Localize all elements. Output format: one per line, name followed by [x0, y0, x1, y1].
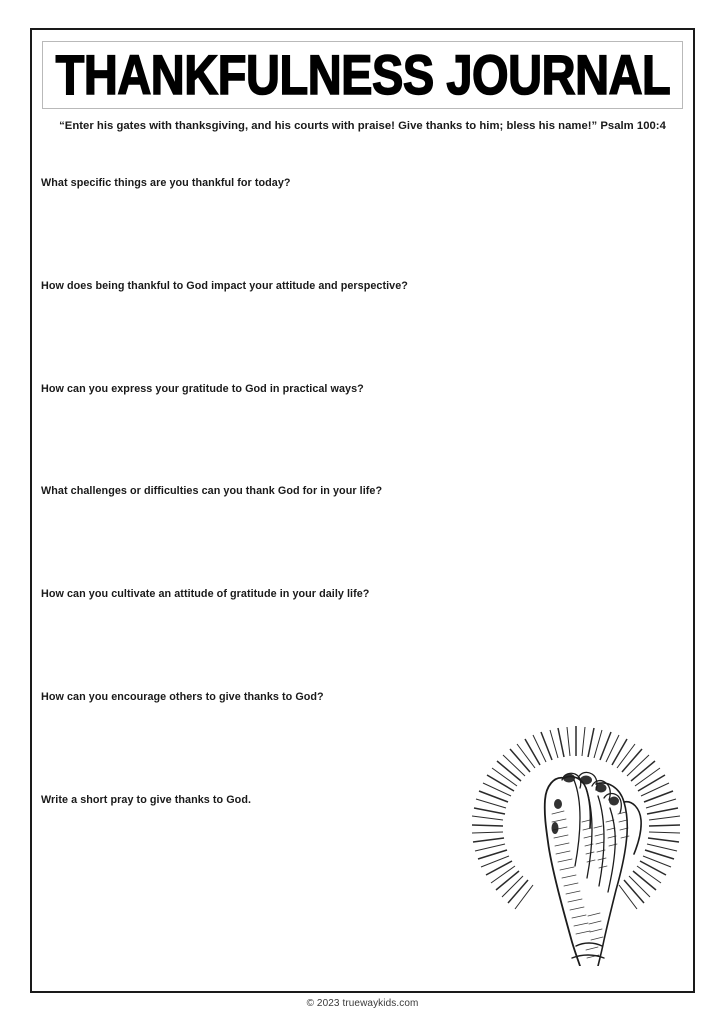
journal-question-4: What challenges or difficulties can you thank God for in your life? [41, 485, 383, 497]
journal-question-3: How can you express your gratitude to God in practical ways? [41, 383, 364, 395]
journal-question-7: Write a short pray to give thanks to God. [41, 794, 252, 806]
page-title: THANKFULNESS JOURNAL [55, 43, 670, 107]
scripture-verse: “Enter his gates with thanksgiving, and his courts with praise! Give thanks to him; bless his name!” Psalm 100:4 [59, 120, 666, 132]
footer-copyright: © 2023 truewaykids.com [306, 998, 419, 1009]
journal-question-6: How can you encourage others to give thanks to God? [41, 691, 324, 703]
journal-question-1: What specific things are you thankful for today? [41, 177, 291, 189]
page-outer-border [30, 28, 695, 993]
title-box [42, 41, 683, 109]
journal-question-5: How can you cultivate an attitude of gratitude in your daily life? [41, 588, 370, 600]
journal-question-2: How does being thankful to God impact your attitude and perspective? [41, 280, 408, 292]
